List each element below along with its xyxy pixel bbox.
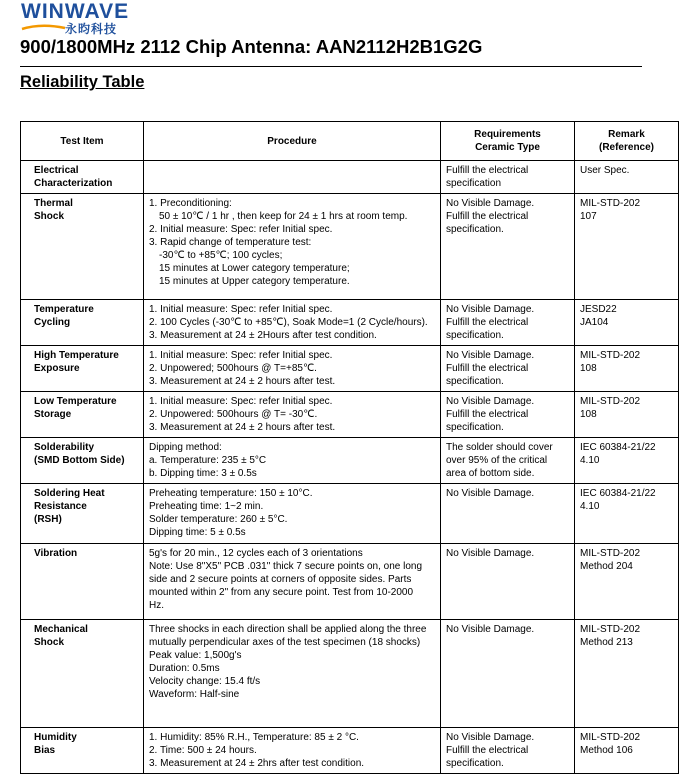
remark-line: MIL-STD-202 <box>580 624 641 635</box>
requirements-line: over 95% of the critical <box>446 455 548 466</box>
requirements-line: No Visible Damage. <box>446 304 535 315</box>
item-cell <box>21 544 144 620</box>
header-procedure: Procedure <box>144 122 441 161</box>
remark-cell <box>575 161 679 194</box>
remark-cell <box>575 392 679 438</box>
remark-line: Method 106 <box>580 745 633 756</box>
requirements-line: Fulfill the electrical <box>446 211 529 222</box>
remark-line: User Spec. <box>580 165 630 176</box>
requirements-line: No Visible Damage. <box>446 624 535 635</box>
logo-swoosh-icon <box>21 23 67 33</box>
remark-line: IEC 60384-21/22 <box>580 442 656 453</box>
requirements-cell <box>441 544 575 620</box>
procedure-line: 3. Measurement at 24 ± 2hrs after test condition. <box>149 758 365 769</box>
procedure-line: 1. Preconditioning: <box>149 198 232 209</box>
procedure-line: 2. Unpowered: 500hours @ T= -30℃. <box>149 409 318 420</box>
procedure-line: b. Dipping time: 3 ± 0.5s <box>149 468 257 479</box>
procedure-line: 2. Initial measure: Spec: refer Initial spec. <box>149 224 333 235</box>
item-line: Thermal <box>34 198 73 209</box>
item-line: Resistance <box>34 501 87 512</box>
item-cell <box>21 194 144 300</box>
procedure-line: 2. 100 Cycles (-30℃ to +85℃), Soak Mode=1 (2 Cycle/hours). <box>149 317 428 328</box>
section-title: Reliability Table <box>20 73 145 91</box>
requirements-line: Fulfill the electrical <box>446 409 529 420</box>
reliability-table <box>20 121 679 774</box>
procedure-line: 2. Time: 500 ± 24 hours. <box>149 745 257 756</box>
procedure-line: mounted within 2" from any secure point. Test from 10-2000 <box>149 587 414 598</box>
requirements-line: specification. <box>446 376 504 387</box>
requirements-line: specification. <box>446 422 504 433</box>
procedure-line: 1. Initial measure: Spec: refer Initial spec. <box>149 304 333 315</box>
procedure-line: mutually perpendicular axes of the test specimen (18 shocks) <box>149 637 421 648</box>
table-row <box>21 544 679 620</box>
procedure-cell <box>144 392 441 438</box>
document-title: 900/1800MHz 2112 Chip Antenna: AAN2112H2B1G2G <box>20 36 483 57</box>
item-line: Cycling <box>34 317 71 328</box>
requirements-line: The solder should cover <box>446 442 553 453</box>
item-line: Low Temperature <box>34 396 117 407</box>
procedure-line: Dipping method: <box>149 442 222 453</box>
procedure-cell <box>144 161 441 194</box>
title-divider <box>20 66 642 67</box>
requirements-line: specification. <box>446 224 504 235</box>
remark-line: 4.10 <box>580 501 600 512</box>
item-line: Vibration <box>34 548 78 559</box>
requirements-line: specification <box>446 178 502 189</box>
requirements-line: specification. <box>446 758 504 769</box>
item-cell <box>21 728 144 774</box>
table-row <box>21 392 679 438</box>
item-line: High Temperature <box>34 350 119 361</box>
item-line: Characterization <box>34 178 113 189</box>
item-cell <box>21 620 144 728</box>
requirements-cell <box>441 438 575 484</box>
item-cell <box>21 161 144 194</box>
procedure-line: 2. Unpowered; 500hours @ T=+85℃. <box>149 363 317 374</box>
table-row <box>21 300 679 346</box>
remark-line: MIL-STD-202 <box>580 350 641 361</box>
procedure-line: Peak value: 1,500g's <box>149 650 242 661</box>
remark-cell <box>575 194 679 300</box>
table-row <box>21 728 679 774</box>
item-line: (SMD Bottom Side) <box>34 455 125 466</box>
item-line: Solderability <box>34 442 95 453</box>
procedure-line: Dipping time: 5 ± 0.5s <box>149 527 246 538</box>
item-line: Temperature <box>34 304 94 315</box>
remark-line: 4.10 <box>580 455 600 466</box>
procedure-line: 1. Initial measure: Spec: refer Initial spec. <box>149 396 333 407</box>
remark-line: MIL-STD-202 <box>580 732 641 743</box>
item-cell <box>21 346 144 392</box>
procedure-line: 15 minutes at Upper category temperature. <box>159 276 350 287</box>
procedure-cell <box>144 346 441 392</box>
table-row <box>21 438 679 484</box>
remark-line: IEC 60384-21/22 <box>580 488 656 499</box>
procedure-cell <box>144 300 441 346</box>
table-row <box>21 484 679 544</box>
procedure-line: 3. Rapid change of temperature test: <box>149 237 312 248</box>
remark-line: MIL-STD-202 <box>580 548 641 559</box>
procedure-cell <box>144 438 441 484</box>
remark-line: JESD22 <box>580 304 617 315</box>
procedure-cell <box>144 484 441 544</box>
item-line: Storage <box>34 409 72 420</box>
procedure-line: 3. Measurement at 24 ± 2 hours after test. <box>149 376 336 387</box>
company-logo <box>21 2 171 36</box>
procedure-cell <box>144 544 441 620</box>
requirements-line: No Visible Damage. <box>446 488 535 499</box>
procedure-line: 3. Measurement at 24 ± 2Hours after test condition. <box>149 330 377 341</box>
requirements-line: No Visible Damage. <box>446 198 535 209</box>
requirements-line: No Visible Damage. <box>446 732 535 743</box>
procedure-line: Duration: 0.5ms <box>149 663 220 674</box>
item-cell <box>21 438 144 484</box>
requirements-cell <box>441 300 575 346</box>
remark-cell <box>575 544 679 620</box>
procedure-line: a. Temperature: 235 ± 5°C <box>149 455 267 466</box>
requirements-line: specification. <box>446 330 504 341</box>
requirements-line: No Visible Damage. <box>446 350 535 361</box>
header-remark: Remark (Reference) <box>575 122 679 161</box>
item-line: Shock <box>34 637 65 648</box>
remark-line: 107 <box>580 211 597 222</box>
table-row <box>21 194 679 300</box>
procedure-cell <box>144 620 441 728</box>
remark-cell <box>575 484 679 544</box>
procedure-cell <box>144 194 441 300</box>
remark-cell <box>575 346 679 392</box>
procedure-line: 5g's for 20 min., 12 cycles each of 3 orientations <box>149 548 363 559</box>
item-line: Exposure <box>34 363 80 374</box>
remark-line: MIL-STD-202 <box>580 396 641 407</box>
remark-line: 108 <box>580 363 597 374</box>
requirements-line: No Visible Damage. <box>446 396 535 407</box>
remark-line: JA104 <box>580 317 609 328</box>
requirements-cell <box>441 392 575 438</box>
requirements-cell <box>441 620 575 728</box>
procedure-line: 3. Measurement at 24 ± 2 hours after test. <box>149 422 336 433</box>
remark-line: 108 <box>580 409 597 420</box>
table-row <box>21 161 679 194</box>
table-row <box>21 620 679 728</box>
procedure-line: Preheating time: 1~2 min. <box>149 501 264 512</box>
logo-chinese-name: 永昀科技 <box>65 22 118 36</box>
procedure-line: Three shocks in each direction shall be applied along the three <box>149 624 427 635</box>
requirements-line: Fulfill the electrical <box>446 317 529 328</box>
requirements-cell <box>441 728 575 774</box>
remark-cell <box>575 300 679 346</box>
item-line: Bias <box>34 745 56 756</box>
procedure-line: Note: Use 8"X5" PCB .031" thick 7 secure points on, one long <box>149 561 423 572</box>
header-requirements: Requirements Ceramic Type <box>441 122 575 161</box>
procedure-line: 15 minutes at Lower category temperature; <box>159 263 350 274</box>
remark-cell <box>575 620 679 728</box>
table-header-row <box>21 122 679 161</box>
procedure-line: 50 ± 10℃ / 1 hr , then keep for 24 ± 1 hrs at room temp. <box>159 211 408 222</box>
header-test-item: Test Item <box>21 122 144 161</box>
procedure-line: -30℃ to +85℃; 100 cycles; <box>159 250 283 261</box>
requirements-cell <box>441 161 575 194</box>
remark-cell <box>575 438 679 484</box>
requirements-cell <box>441 194 575 300</box>
requirements-line: area of bottom side. <box>446 468 535 479</box>
requirements-cell <box>441 346 575 392</box>
item-line: (RSH) <box>34 514 62 525</box>
procedure-line: Hz. <box>149 600 164 611</box>
remark-line: Method 204 <box>580 561 633 572</box>
procedure-line: Preheating temperature: 150 ± 10°C. <box>149 488 313 499</box>
procedure-line: Velocity change: 15.4 ft/s <box>149 676 261 687</box>
item-cell <box>21 300 144 346</box>
item-line: Electrical <box>34 165 79 176</box>
requirements-line: Fulfill the electrical <box>446 165 529 176</box>
procedure-line: 1. Initial measure: Spec: refer Initial spec. <box>149 350 333 361</box>
logo-wordmark: WINWAVE <box>21 0 130 23</box>
requirements-line: No Visible Damage. <box>446 548 535 559</box>
item-line: Humidity <box>34 732 77 743</box>
procedure-cell <box>144 728 441 774</box>
requirements-cell <box>441 484 575 544</box>
item-line: Soldering Heat <box>34 488 105 499</box>
requirements-line: Fulfill the electrical <box>446 745 529 756</box>
requirements-line: Fulfill the electrical <box>446 363 529 374</box>
procedure-line: 1. Humidity: 85% R.H., Temperature: 85 ± 2 °C. <box>149 732 359 743</box>
procedure-line: side and 2 secure points at corners of opposite sides. Parts <box>149 574 412 585</box>
procedure-line: Waveform: Half-sine <box>149 689 240 700</box>
item-cell <box>21 392 144 438</box>
item-line: Mechanical <box>34 624 88 635</box>
remark-line: MIL-STD-202 <box>580 198 641 209</box>
item-cell <box>21 484 144 544</box>
table-row <box>21 346 679 392</box>
item-line: Shock <box>34 211 65 222</box>
remark-cell <box>575 728 679 774</box>
remark-line: Method 213 <box>580 637 633 648</box>
procedure-line: Solder temperature: 260 ± 5°C. <box>149 514 288 525</box>
